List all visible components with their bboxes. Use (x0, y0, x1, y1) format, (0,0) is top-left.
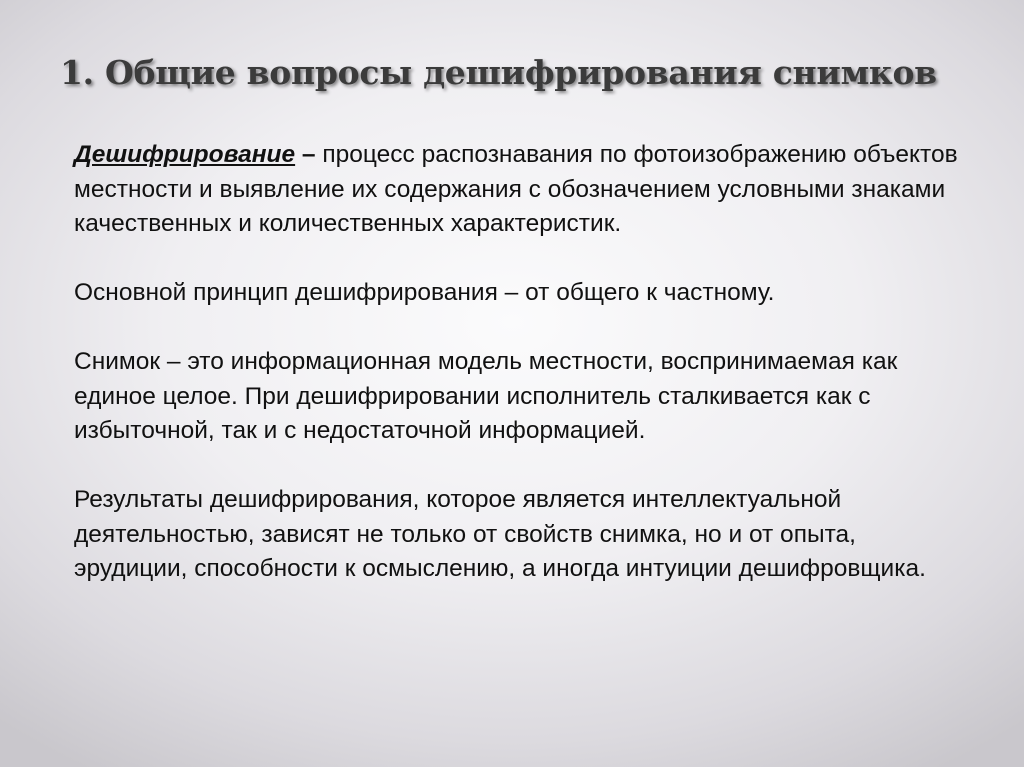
definition-dash: – (301, 141, 316, 168)
image-model-paragraph: Снимок – это информационная модель местности, воспринимаемая как единое целое. При дешифрировании исполнитель сталкивается как с избыточной, так и с недостаточной информацией. (74, 348, 898, 444)
definition-text: процесс распознавания по фотоизображению объектов местности и выявление их содержания с обозначением условными знаками качественных и количественных характеристик. (74, 141, 958, 237)
definition-term: Дешифрирование (74, 141, 296, 168)
results-paragraph: Результаты дешифрирования, которое является интеллектуальной деятельностью, зависят не только от свойств снимка, но и от опыта, эрудиции, способности к осмыслению, а иногда интуиции дешифровщика. (74, 486, 926, 582)
slide-title: 1. Общие вопросы дешифрирования снимков (60, 53, 937, 92)
definition-paragraph (74, 138, 974, 242)
principle-paragraph: Основной принцип дешифрирования – от общего к частному. (74, 279, 775, 306)
slide-body (74, 138, 974, 621)
